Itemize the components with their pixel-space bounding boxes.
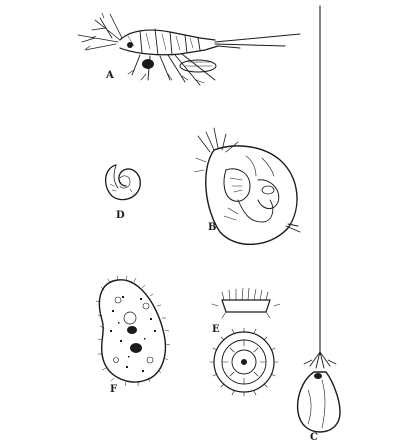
figure-d xyxy=(106,165,141,221)
figure-label-c: C xyxy=(310,432,318,442)
figure-a xyxy=(78,13,300,85)
figure-label-a: A xyxy=(106,70,114,81)
figure-label-d: D xyxy=(116,210,125,221)
figure-c xyxy=(298,6,340,442)
figure-label-e: E xyxy=(212,324,220,335)
figure-label-f: F xyxy=(110,384,118,395)
figure-label-b: B xyxy=(208,222,217,233)
figure-e xyxy=(210,288,280,396)
figure-f xyxy=(96,276,170,395)
figure-b xyxy=(194,128,300,244)
